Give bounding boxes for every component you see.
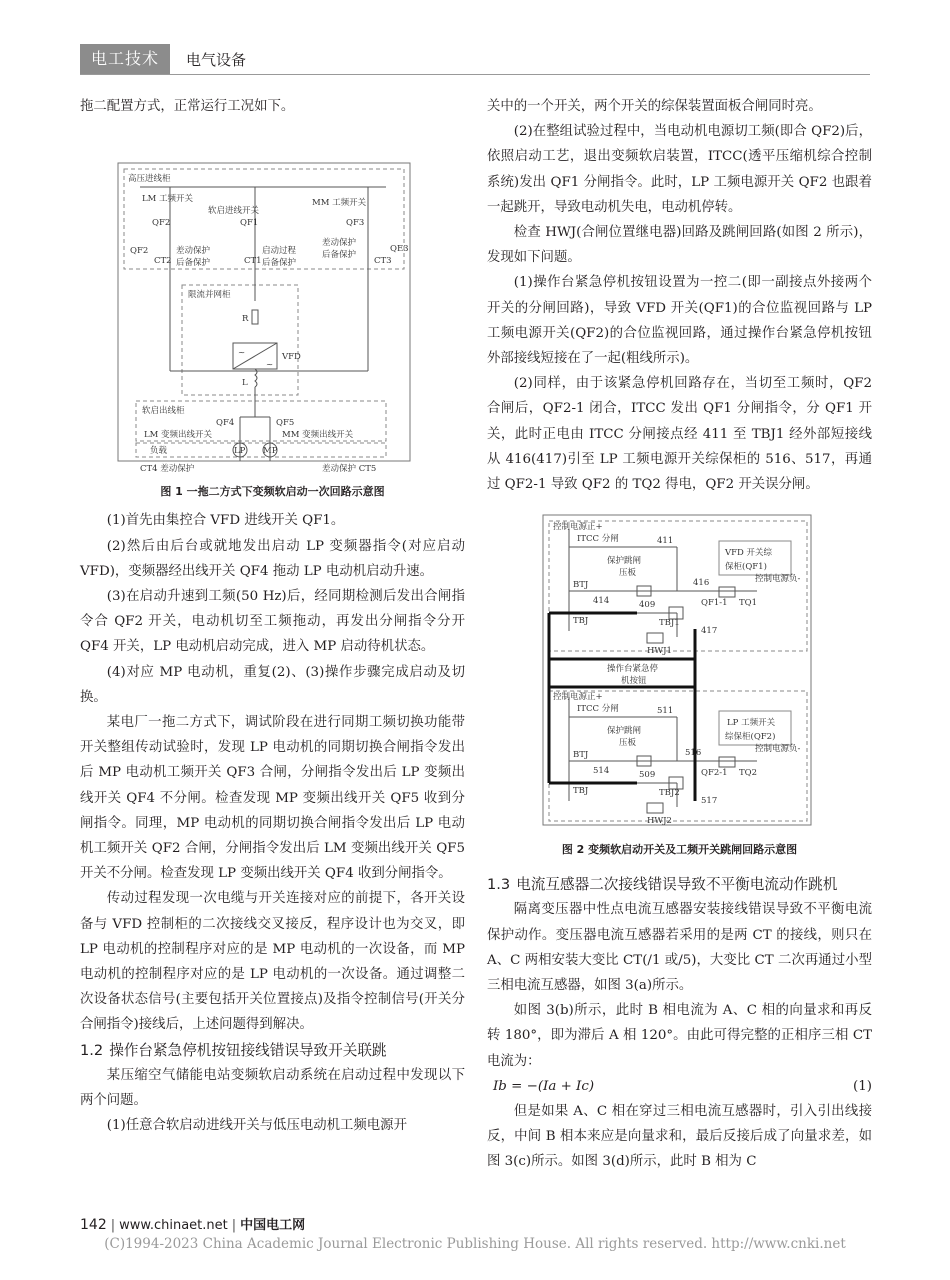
right-column [487,94,872,1174]
paragraph: 隔离变压器中性点电流互感器安装接线错误导致不平衡电流保护动作。变压器电流互感器若采用的是两 CT 的接线，则只在 A、C 两相安装大变比 CT(/1 或/5)，大变比 CT 二次再通过小型三相电流互感器，如图 3(a)所示。 [487,902,872,994]
paragraph: (2)在整组试验过程中，当电动机电源切工频(即合 QF2)后，依照启动工艺，退出变频软启装置，ITCC(透平压缩机综合控制系统)发出 QF1 分闸指令。此时，LP 工频电源开关 QF2 也跟着一起跳开，导致电动机失电，电动机停转。 [487,124,872,215]
fig1-label-vfd-minus: ~ [266,360,274,371]
figure-2-caption: 图 2 变频软启动开关及工频开关跳闸回路示意图 [561,843,798,857]
section-number: 1.3 [487,876,511,894]
figure-1 [80,125,465,500]
fig2-label-vfd-cab1: VFD 开关综 [725,548,773,559]
fig1-label-lp: LP [234,446,246,457]
fig2-label-509: 509 [639,770,656,781]
fig1-label-diff3a: 差动保护 [322,238,357,249]
fig1-label-diff1b: 后备保护 [176,258,211,269]
equation-number: (1) [853,1078,872,1094]
fig1-label-ct4: CT4 差动保护 [140,464,195,475]
paragraph: (3)在启动升速到工频(50 Hz)后，经同期检测后发出合闸指令合 QF2 开关，电动机切至工频拖动，再发出分闸指令分开 QF4 开关，LP 电动机启动完成，进入 MP 启动待机状态。 [80,589,465,655]
figure-2-diagram [487,511,872,831]
paragraph: (2)然后由后台或就地发出启动 LP 变频器指令(对应启动 VFD)，变频器经出线开关 QF4 拖动 LP 电动机启动升速。 [80,538,465,579]
figure-1-caption: 图 1 一拖二方式下变频软启动一次回路示意图 [160,485,385,499]
paragraph: 如图 3(b)所示，此时 B 相电流为 A、C 相的向量求和再反转 180°，即为滞后 A 相 120°。由此可得完整的正相序三相 CT 电流为： [487,1003,872,1069]
paragraph: 检查 HWJ(合闸位置继电器)回路及跳闸回路(如图 2 所示)，发现如下问题。 [487,225,872,266]
fig2-label-btj2: BTJ [573,750,589,761]
header-rule [80,74,870,75]
fig2-label-hwj2: HWJ2 [647,816,672,827]
fig1-label-qf4: QF4 [216,418,235,429]
fig2-label-tbj1b: TBJ1 [659,618,680,629]
fig1-label-mm-sw: MM 工频开关 [312,198,367,209]
fig1-label-qf5: QF5 [276,418,295,429]
fig1-label-lm-out: LM 变频出线开关 [144,430,213,441]
fig1-label-diff3b: 后备保护 [322,250,357,261]
fig2-label-pos2: 控制电源正+ [553,692,603,703]
fig2-label-estop1: 操作台紧急停 [607,664,659,675]
fig2-label-lp-cab2: 综保柜(QF2) [725,732,776,743]
fig2-label-neg2: 控制电源负- [755,744,801,755]
fig1-label-start-b: 后备保护 [262,258,297,269]
fig1-label-mp: MP [263,446,278,457]
fig1-label-limit: 限流并网柜 [188,290,231,301]
fig2-label-514: 514 [593,766,610,777]
fig1-label-vfd-plus: ~ [238,348,246,359]
fig2-label-itcc2: ITCC 分闸 [577,704,619,715]
left-column [80,94,465,1138]
fig2-label-tbj1: TBJ [573,616,589,627]
page-footer: 142 | www.chinaet.net | 中国电工网 [80,1217,306,1233]
fig1-label-l: L [242,378,248,389]
fig1-label-vfd: VFD [282,352,301,363]
fig2-label-itcc1: ITCC 分闸 [577,534,619,545]
figure-1-diagram [80,125,465,475]
fig1-label-start-a: 启动过程 [262,246,297,257]
fig1-label-load: 负载 [150,446,168,457]
fig2-label-416: 416 [693,578,710,589]
paragraph: (2)同样，由于该紧急停机回路存在，当切至工频时，QF2 合闸后，QF2-1 闭合，ITCC 发出 QF1 分闸指令，分 QF1 开关，此时正电由 ITCC 分闸接点经 411 至 TBJ1 经外部短接线从 416(417)引至 LP 工频电源开关综保柜的 516、517，再通过 QF2-1 导致 QF2 的 TQ2 得电，QF2 开关误分闸。 [487,376,872,493]
fig1-label-qe3: QE3 [390,244,409,255]
fig2-label-409: 409 [639,600,656,611]
section-heading-1-3 [487,872,872,897]
equation-1 [487,1074,872,1099]
fig1-label-soft-in: 软启进线开关 [208,206,260,217]
section-title-text: 电流互感器二次接线错误导致不平衡电流动作跳机 [516,876,838,894]
fig2-label-411: 411 [657,536,674,547]
fig2-label-qf21: QF2-1 [701,768,728,779]
fig1-label-r: R [242,314,249,325]
fig2-label-vfd-cab2: 保柜(QF1) [725,562,767,573]
footer-brand: 中国电工网 [240,1218,306,1233]
fig1-label-ct5: 差动保护 CT5 [322,464,377,475]
fig1-label-ct1: CT1 [244,256,262,267]
fig2-label-neg1: 控制电源负- [755,574,801,585]
fig1-label-mm-out: MM 变频出线开关 [282,430,354,441]
fig2-label-516: 516 [685,748,702,759]
fig2-label-tbj2: TBJ [573,786,589,797]
fig2-label-prot1a: 保护跳闸 [607,556,642,567]
fig1-label-qf1: QF1 [240,218,259,229]
paragraph: 某压缩空气储能电站变频软启动系统在启动过程中发现以下两个问题。 [80,1067,465,1108]
fig2-label-hwj1: HWJ1 [647,646,672,657]
figure-2 [487,511,872,858]
section-number: 1.2 [80,1041,104,1059]
fig1-label-qf2b: QF2 [130,246,149,257]
fig2-label-tq2: TQ2 [739,768,758,779]
paragraph: (1)首先由集控合 VFD 进线开关 QF1。 [106,513,345,529]
journal-category-tag: 电工技术 [80,44,170,74]
fig1-label-diff1a: 差动保护 [176,246,211,257]
paragraph: 传动过程发现一次电缆与开关连接对应的前提下，各开关设备与 VFD 控制柜的二次接线交叉接反，程序设计也为交叉，即 LP 电动机的控制程序对应的是 MP 电动机的一次设备，而 MP 电动机的控制程序对应的是 LP 电动机的一次设备。通过调整二次设备状态信号(主要包括开关位置接点)及指令控制信号(开关分合闸指令)接线后，上述问题得到解决。 [80,891,465,1033]
fig2-label-517: 517 [701,796,718,807]
fig1-label-ct2: CT2 [154,256,172,267]
fig2-label-414: 414 [593,596,610,607]
fig1-label-hv: 高压进线柜 [128,174,171,185]
fig2-label-pos1: 控制电源正+ [553,522,603,533]
section-heading-1-2 [80,1038,465,1063]
fig2-label-tbj2b: TBJ2 [659,788,680,799]
fig2-label-estop2: 机按钮 [621,676,647,687]
fig1-label-lm-sw: LM 工频开关 [142,194,194,205]
copyright-notice: (C)1994-2023 China Academic Journal Electronic Publishing House. All rights reserved. http://www.cnki.net [104,1236,846,1252]
paragraph: (1)操作台紧急停机按钮设置为一控二(即一副接点外接两个开关的分闸回路)，导致 VFD 开关(QF1)的合位监视回路与 LP 工频电源开关(QF2)的合位监视回路，通过操作台紧急停机按钮外部接线短接在了一起(粗线所示)。 [487,275,872,367]
fig2-label-prot1b: 压板 [619,568,637,579]
paragraph: 但是如果 A、C 相在穿过三相电流互感器时，引入引出线接反，中间 B 相本来应是向量求和，最后反接后成了向量求差，如图 3(c)所示。如图 3(d)所示，此时 B 相为 C [487,1103,872,1170]
paragraph: 拖二配置方式，正常运行工况如下。 [80,99,295,114]
footer-site-link[interactable]: www.chinaet.net [119,1218,228,1233]
fig2-label-prot2b: 压板 [619,738,637,749]
fig2-label-tq1: TQ1 [739,598,758,609]
paragraph: (4)对应 MP 电动机，重复(2)、(3)操作步骤完成启动及切换。 [80,664,465,705]
fig1-label-ct3: CT3 [374,256,392,267]
paragraph: 关中的一个开关，两个开关的综保装置面板合闸同时亮。 [487,99,822,114]
fig2-label-511: 511 [657,706,674,717]
fig1-label-qf3: QF3 [346,218,365,229]
page-number: 142 [80,1217,107,1233]
fig2-label-lp-cab1: LP 工频开关 [727,718,776,729]
paragraph: (1)任意合软启动进线开关与低压电动机工频电源开 [106,1118,407,1134]
section-title-text: 操作台紧急停机按钮接线错误导致开关联跳 [109,1041,387,1059]
fig1-label-qf2: QF2 [152,218,171,229]
fig2-label-qf11: QF1-1 [701,598,728,609]
fig2-label-prot2a: 保护跳闸 [607,726,642,737]
fig2-label-417: 417 [701,626,718,637]
equation-body: Ib = −(Ia + Ic) [493,1078,595,1094]
fig1-label-soft-out: 软启出线柜 [142,406,185,417]
fig2-label-btj1: BTJ [573,580,589,591]
paragraph: 某电厂一拖二方式下，调试阶段在进行同期工频切换功能带开关整组传动试验时，发现 LP 电动机的同期切换合闸指令发出后 MP 电动机工频开关 QF3 合闸，分闸指令发出后 LP 变频出线开关 QF4 不分闸。检查发现 MP 变频出线开关 QF5 收到分闸指令。同理，MP 电动机的同期切换合闸指令发出后 LP 电动机工频开关 QF2 合闸，分闸指令发出后 LM 变频出线开关 QF5 开关不分闸。检查发现 LP 变频出线开关 QF4 收到分闸指令。 [80,715,465,882]
section-title: 电气设备 [186,51,247,69]
